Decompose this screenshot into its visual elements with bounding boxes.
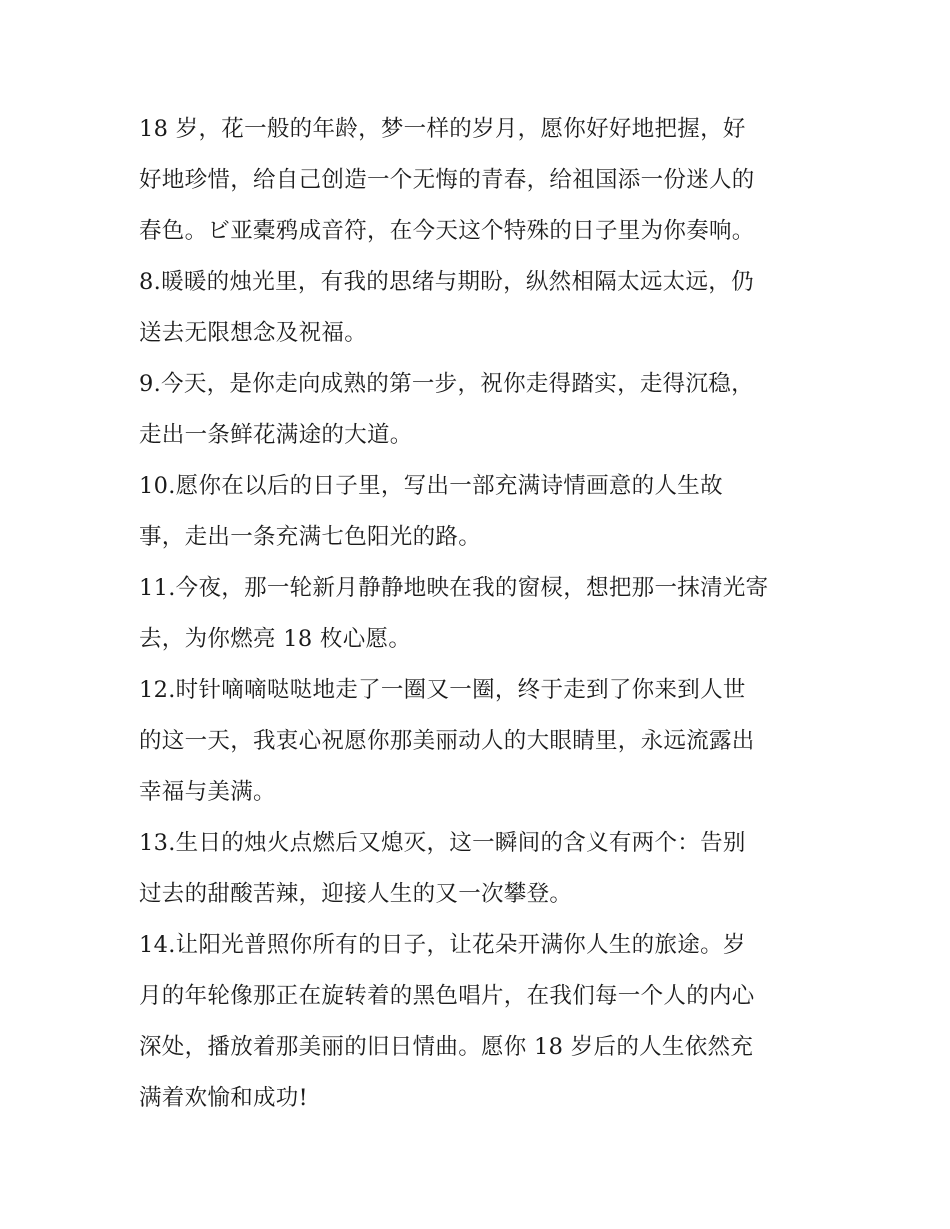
text-line: 事，走出一条充满七色阳光的路。 <box>139 524 482 550</box>
text-line: 去，为你燃亮 18 枚心愿。 <box>139 626 412 652</box>
text-line: 的这一天，我衷心祝愿你那美丽动人的大眼睛里，永远流露出 <box>139 728 755 754</box>
text-line: 10.愿你在以后的日子里，写出一部充满诗情画意的人生故 <box>139 473 723 499</box>
text-line: 月的年轮像那正在旋转着的黑色唱片，在我们每一个人的内心 <box>139 983 755 1009</box>
text-line: 走出一条鲜花满途的大道。 <box>139 422 413 448</box>
text-line: 11.今夜，那一轮新月静静地映在我的窗棂，想把那一抹清光寄 <box>139 575 769 601</box>
text-line: 12.时针嘀嘀哒哒地走了一圈又一圈，终于走到了你来到人世 <box>139 677 746 703</box>
text-line: 春色。ビ亚橐鸦成音符，在今天这个特殊的日子里为你奏响。 <box>139 218 755 244</box>
text-line: 过去的甜酸苦辣，迎接人生的又一次攀登。 <box>139 881 573 907</box>
text-line: 14.让阳光普照你所有的日子，让花朵开满你人生的旅途。岁 <box>139 932 746 958</box>
text-line: 8.暖暖的烛光里，有我的思绪与期盼，纵然相隔太远太远，仍 <box>139 269 754 295</box>
text-line: 满着欢愉和成功! <box>139 1085 308 1111</box>
body-text <box>139 104 819 1124</box>
text-line: 送去无限想念及祝福。 <box>139 320 368 346</box>
text-line: 18 岁，花一般的年龄，梦一样的岁月，愿你好好地把握，好 <box>139 116 746 142</box>
text-line: 13.生日的烛火点燃后又熄灭，这一瞬间的含义有两个：告别 <box>139 830 746 856</box>
text-line: 好地珍惜，给自己创造一个无悔的青春，给祖国添一份迷人的 <box>139 167 755 193</box>
text-line: 幸福与美满。 <box>139 779 276 805</box>
text-line: 深处，播放着那美丽的旧日情曲。愿你 18 岁后的人生依然充 <box>139 1034 754 1060</box>
text-line: 9.今天，是你走向成熟的第一步，祝你走得踏实，走得沉稳， <box>139 371 754 397</box>
